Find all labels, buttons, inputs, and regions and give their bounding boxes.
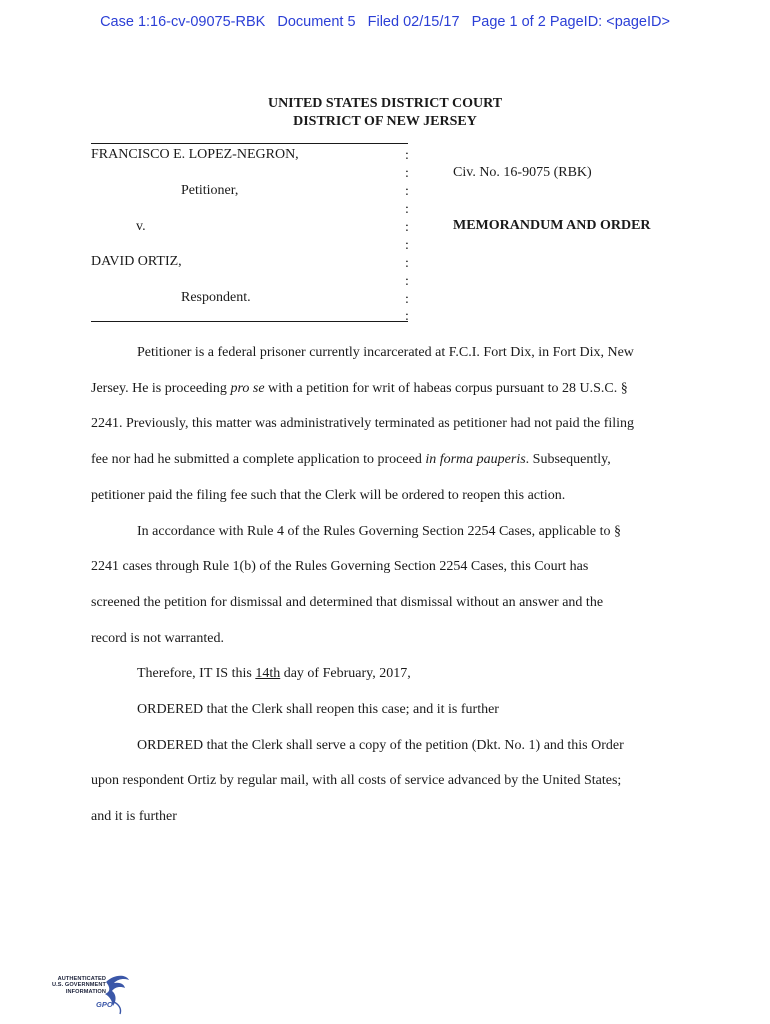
memorandum-body [91,335,681,835]
gpo-logo-line: INFORMATION [65,988,106,995]
caption-bottom-rule [91,321,408,322]
caption-colon: : [405,184,409,199]
text-run: Jersey. He is proceeding [91,380,231,396]
body-line: upon respondent Ortiz by regular mail, with all costs of service advanced by the United States; [91,773,622,789]
gpo-mark: GPO [96,1000,113,1009]
caption-colon: : [405,238,409,253]
court-name: UNITED STATES DISTRICT COURT [267,96,503,111]
body-line [91,442,681,478]
text-run: fee nor had he submitted a complete application to proceed [91,452,426,468]
text-run: . Subsequently, [525,452,611,468]
gpo-authentication-logo [44,972,134,1016]
ecf-header-stamp: Case 1:16-cv-09075-RBK Document 5 Filed 02/15/17 Page 1 of 2 PageID: <pageID> [100,14,670,30]
caption-colon: : [405,166,409,181]
caption-colon: : [405,274,409,289]
body-line: petitioner paid the filing fee such that the Clerk will be ordered to reopen this action. [91,487,566,503]
text-run: day of February, 2017, [280,666,411,682]
body-line: In accordance with Rule 4 of the Rules Governing Section 2254 Cases, applicable to § [137,523,622,539]
body-line: 2241. Previously, this matter was administratively terminated as petitioner had not paid the filing [91,416,635,432]
caption-colon: : [405,220,409,235]
body-line [91,371,681,407]
order-day: 14th [255,666,281,682]
respondent-name: DAVID ORTIZ, [91,254,182,269]
caption-top-rule [91,143,408,144]
caption-colon: : [405,148,409,163]
body-line: and it is further [91,809,177,825]
gpo-logo-text [44,976,106,995]
petitioner-name: FRANCISCO E. LOPEZ-NEGRON, [91,147,299,162]
body-line: record is not warranted. [91,630,224,646]
order-clause-serve: ORDERED that the Clerk shall serve a copy of the petition (Dkt. No. 1) and this Order [137,737,624,753]
eagle-icon [102,972,132,1016]
order-clause-reopen: ORDERED that the Clerk shall reopen this case; and it is further [137,702,499,718]
body-line: 2241 cases through Rule 1(b) of the Rules Governing Section 2254 Cases, this Court has [91,559,589,575]
text-run: with a petition for writ of habeas corpus pursuant to 28 U.S.C. § [264,380,628,396]
versus-label: v. [136,219,146,234]
court-district: DISTRICT OF NEW JERSEY [293,114,477,129]
petitioner-role: Petitioner, [181,183,239,198]
gpo-logo-line: AUTHENTICATED [57,976,106,982]
italic-term-ifp: in forma pauperis [425,452,526,468]
italic-term-pro-se: pro se [230,380,265,396]
document-type: MEMORANDUM AND ORDER [453,218,651,233]
gpo-logo-line: U.S. GOVERNMENT [51,982,106,989]
respondent-role: Respondent. [181,290,251,305]
body-line: Petitioner is a federal prisoner currently incarcerated at F.C.I. Fort Dix, in Fort Dix, New [137,345,634,360]
text-run: Therefore, IT IS this [137,666,256,682]
caption-colon: : [405,202,409,217]
caption-colon: : [405,256,409,271]
court-title [0,95,770,131]
caption-colon: : [405,309,409,324]
caption-colon: : [405,292,409,307]
body-line: screened the petition for dismissal and determined that dismissal without an answer and the [91,594,604,610]
order-date-line [91,656,681,692]
civil-number: Civ. No. 16-9075 (RBK) [453,165,592,180]
